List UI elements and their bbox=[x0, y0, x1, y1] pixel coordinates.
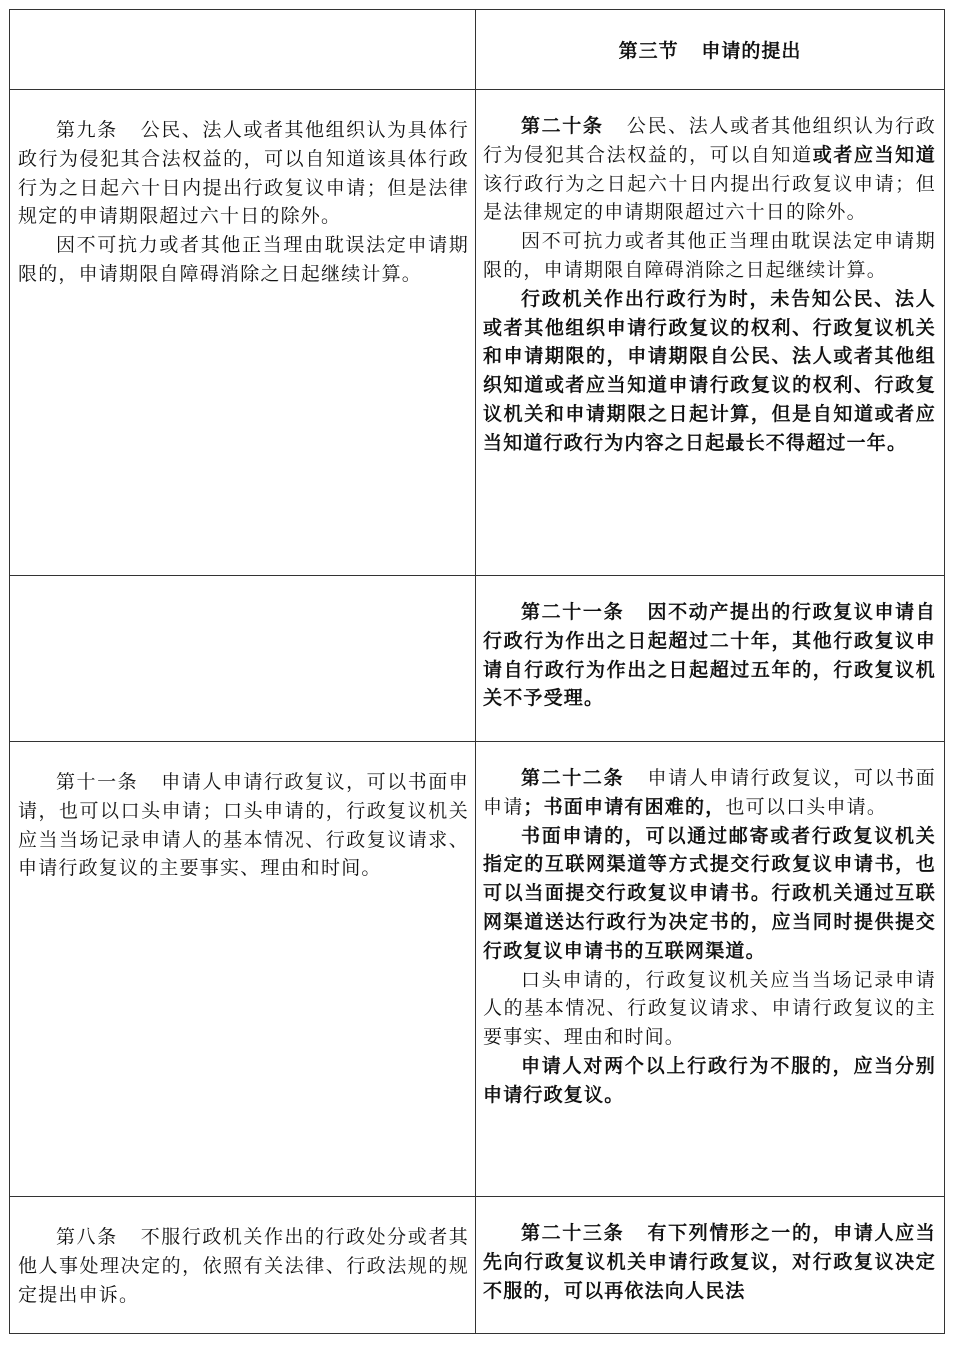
article-number: 第十一条 bbox=[56, 771, 139, 793]
amended-paragraph: 申请人对两个以上行政行为不服的，应当分别申请行政复议。 bbox=[483, 1054, 936, 1106]
section-heading bbox=[476, 10, 944, 63]
article-paragraph: 因不可抗力或者其他正当理由耽误法定申请期限的，申请期限自障碍消除之日起继续计算。 bbox=[483, 230, 936, 281]
comparison-table bbox=[9, 9, 945, 1334]
new-article-cell bbox=[476, 90, 945, 576]
article-number: 第八条 bbox=[56, 1226, 118, 1248]
old-article-cell bbox=[10, 90, 476, 576]
table-row bbox=[10, 576, 945, 742]
amended-paragraph: 书面申请的，可以通过邮寄或者行政复议机关指定的互联网渠道等方式提交行政复议申请书，也可以当面提交行政复议申请书。行政机关通过互联网渠道送达行政行为决定书的，应当同时提供提交行政复议申请书的互联网渠道。 bbox=[483, 824, 936, 962]
old-article-cell bbox=[10, 1197, 476, 1334]
table-row bbox=[10, 1197, 945, 1334]
article-number: 第二十二条 bbox=[521, 767, 625, 789]
amended-paragraph: 第二十三条 有下列情形之一的，申请人应当先向行政复议机关申请行政复议，对行政复议决定不服的，可以再依法向人民法 bbox=[483, 1222, 936, 1302]
article-paragraph: 第二十二条 申请人申请行政复议，可以书面申请；书面申请有困难的，也可以口头申请。 bbox=[483, 767, 936, 818]
new-article-cell bbox=[476, 742, 945, 1197]
article-number: 第二十三条 bbox=[521, 1222, 625, 1244]
article-paragraph: 因不可抗力或者其他正当理由耽误法定申请期限的，申请期限自障碍消除之日起继续计算。 bbox=[18, 234, 469, 285]
header-left-cell bbox=[10, 10, 476, 90]
section-title: 申请的提出 bbox=[701, 40, 802, 62]
amended-paragraph: 第二十一条 因不动产提出的行政复议申请自行政行为作出之日起超过二十年，其他行政复议申请自行政行为作出之日起超过五年的，行政复议机关不予受理。 bbox=[483, 601, 936, 710]
amended-text: 或者应当知道 bbox=[812, 143, 936, 166]
amended-paragraph: 行政机关作出行政行为时，未告知公民、法人或者其他组织申请行政复议的权利、行政复议机关和申请期限的，申请期限自公民、法人或者其他组织知道或者应当知道申请行政复议的权利、行政复议机关和申请期限之日起计算，但是自知道或者应当知道行政行为内容之日起最长不得超过一年。 bbox=[483, 287, 936, 454]
header-row bbox=[10, 10, 945, 90]
article-paragraph: 口头申请的，行政复议机关应当当场记录申请人的基本情况、行政复议请求、申请行政复议的主要事实、理由和时间。 bbox=[483, 968, 936, 1049]
article-paragraph: 第九条 公民、法人或者其他组织认为具体行政行为侵犯其合法权益的，可以自知道该具体行政行为之日起六十日内提出行政复议申请；但是法律规定的申请期限超过六十日的除外。 bbox=[18, 119, 469, 228]
table-row bbox=[10, 742, 945, 1197]
header-right-cell bbox=[476, 10, 945, 90]
article-number: 第九条 bbox=[56, 119, 118, 141]
article-number: 第二十一条 bbox=[521, 601, 625, 623]
section-number: 第三节 bbox=[618, 40, 679, 62]
new-article-cell bbox=[476, 576, 945, 742]
amended-text: ；书面申请有困难的， bbox=[523, 795, 726, 818]
article-paragraph: 第十一条 申请人申请行政复议，可以书面申请，也可以口头申请；口头申请的，行政复议机关应当当场记录申请人的基本情况、行政复议请求、申请行政复议的主要事实、理由和时间。 bbox=[18, 771, 469, 880]
old-article-cell bbox=[10, 742, 476, 1197]
article-paragraph: 第二十条 公民、法人或者其他组织认为行政行为侵犯其合法权益的，可以自知道或者应当知道该行政行为之日起六十日内提出行政复议申请；但是法律规定的申请期限超过六十日的除外。 bbox=[483, 115, 936, 224]
article-number: 第二十条 bbox=[521, 115, 604, 137]
new-article-cell bbox=[476, 1197, 945, 1334]
article-paragraph: 第八条 不服行政机关作出的行政处分或者其他人事处理决定的，依照有关法律、行政法规的规定提出申诉。 bbox=[18, 1226, 469, 1306]
table-row bbox=[10, 90, 945, 576]
old-article-cell bbox=[10, 576, 476, 742]
